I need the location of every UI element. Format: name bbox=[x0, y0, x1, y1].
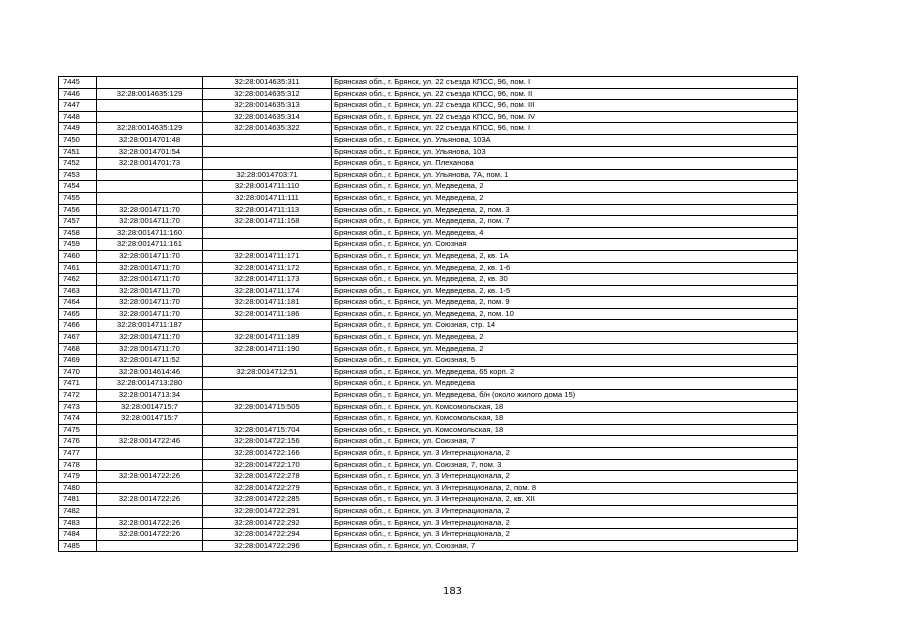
object-cadastral-number-cell: 32:28:0014722:294 bbox=[203, 529, 332, 541]
object-cadastral-number-cell: 32:28:0014711:174 bbox=[203, 285, 332, 297]
table-row bbox=[59, 413, 798, 425]
address-cell: Брянская обл., г. Брянск, ул. 3 Интернационала, 2 bbox=[332, 529, 798, 541]
object-cadastral-number-cell bbox=[203, 355, 332, 367]
land-cadastral-number-cell bbox=[97, 482, 203, 494]
object-cadastral-number-cell: 32:28:0014711:186 bbox=[203, 308, 332, 320]
object-cadastral-number-cell: 32:28:0014711:158 bbox=[203, 216, 332, 228]
address-cell: Брянская обл., г. Брянск, ул. 22 съезда КПСС, 96, пом. IV bbox=[332, 111, 798, 123]
address-cell: Брянская обл., г. Брянск, ул. Комсомольская, 18 bbox=[332, 401, 798, 413]
table-row bbox=[59, 204, 798, 216]
address-cell: Брянская обл., г. Брянск, ул. Медведева, 2, пом. 9 bbox=[332, 297, 798, 309]
land-cadastral-number-cell: 32:28:0014711:70 bbox=[97, 343, 203, 355]
row-number-cell: 7472 bbox=[59, 390, 97, 402]
table-row bbox=[59, 308, 798, 320]
row-number-cell: 7446 bbox=[59, 88, 97, 100]
address-cell: Брянская обл., г. Брянск, ул. Медведева, 2, кв. 1-6 bbox=[332, 262, 798, 274]
address-cell: Брянская обл., г. Брянск, ул. 3 Интернационала, 2 bbox=[332, 505, 798, 517]
object-cadastral-number-cell bbox=[203, 134, 332, 146]
land-cadastral-number-cell: 32:28:0014722:26 bbox=[97, 471, 203, 483]
address-cell: Брянская обл., г. Брянск, ул. Медведева, 2 bbox=[332, 332, 798, 344]
object-cadastral-number-cell bbox=[203, 378, 332, 390]
land-cadastral-number-cell: 32:28:0014711:70 bbox=[97, 250, 203, 262]
address-cell: Брянская обл., г. Брянск, ул. 22 съезда КПСС, 96, пом. I bbox=[332, 123, 798, 135]
object-cadastral-number-cell: 32:28:0014715:704 bbox=[203, 424, 332, 436]
row-number-cell: 7479 bbox=[59, 471, 97, 483]
row-number-cell: 7481 bbox=[59, 494, 97, 506]
land-cadastral-number-cell bbox=[97, 111, 203, 123]
land-cadastral-number-cell: 32:28:0014711:52 bbox=[97, 355, 203, 367]
table-row bbox=[59, 274, 798, 286]
land-cadastral-number-cell: 32:28:0014635:129 bbox=[97, 88, 203, 100]
table-row bbox=[59, 250, 798, 262]
row-number-cell: 7477 bbox=[59, 448, 97, 460]
object-cadastral-number-cell: 32:28:0014722:279 bbox=[203, 482, 332, 494]
row-number-cell: 7451 bbox=[59, 146, 97, 158]
land-cadastral-number-cell bbox=[97, 424, 203, 436]
land-cadastral-number-cell bbox=[97, 169, 203, 181]
row-number-cell: 7484 bbox=[59, 529, 97, 541]
row-number-cell: 7454 bbox=[59, 181, 97, 193]
object-cadastral-number-cell: 32:28:0014722:166 bbox=[203, 448, 332, 460]
row-number-cell: 7453 bbox=[59, 169, 97, 181]
page-number: 183 bbox=[442, 586, 463, 597]
address-cell: Брянская обл., г. Брянск, ул. Медведева, 2 bbox=[332, 192, 798, 204]
object-cadastral-number-cell: 32:28:0014722:278 bbox=[203, 471, 332, 483]
table-row bbox=[59, 343, 798, 355]
object-cadastral-number-cell: 32:28:0014703:71 bbox=[203, 169, 332, 181]
table-row bbox=[59, 390, 798, 402]
table-row bbox=[59, 146, 798, 158]
registry-table-body bbox=[59, 77, 798, 552]
table-row bbox=[59, 297, 798, 309]
address-cell: Брянская обл., г. Брянск, ул. 3 Интернационала, 2, кв. XII bbox=[332, 494, 798, 506]
object-cadastral-number-cell: 32:28:0014711:110 bbox=[203, 181, 332, 193]
row-number-cell: 7485 bbox=[59, 540, 97, 552]
address-cell: Брянская обл., г. Брянск, ул. 3 Интернационала, 2 bbox=[332, 448, 798, 460]
row-number-cell: 7448 bbox=[59, 111, 97, 123]
address-cell: Брянская обл., г. Брянск, ул. Медведева, 4 bbox=[332, 227, 798, 239]
object-cadastral-number-cell bbox=[203, 390, 332, 402]
table-row bbox=[59, 355, 798, 367]
table-row bbox=[59, 332, 798, 344]
table-row bbox=[59, 262, 798, 274]
table-row bbox=[59, 192, 798, 204]
land-cadastral-number-cell: 32:28:0014711:70 bbox=[97, 204, 203, 216]
object-cadastral-number-cell: 32:28:0014635:311 bbox=[203, 77, 332, 89]
address-cell: Брянская обл., г. Брянск, ул. 3 Интернационала, 2 bbox=[332, 517, 798, 529]
address-cell: Брянская обл., г. Брянск, ул. 22 съезда КПСС, 96, пом. II bbox=[332, 88, 798, 100]
row-number-cell: 7465 bbox=[59, 308, 97, 320]
address-cell: Брянская обл., г. Брянск, ул. Медведева, 2, кв. 1А bbox=[332, 250, 798, 262]
row-number-cell: 7467 bbox=[59, 332, 97, 344]
address-cell: Брянская обл., г. Брянск, ул. Медведева, 2, кв. 1-5 bbox=[332, 285, 798, 297]
address-cell: Брянская обл., г. Брянск, ул. Комсомольская, 18 bbox=[332, 424, 798, 436]
table-row bbox=[59, 529, 798, 541]
land-cadastral-number-cell bbox=[97, 459, 203, 471]
land-cadastral-number-cell: 32:28:0014711:70 bbox=[97, 308, 203, 320]
object-cadastral-number-cell: 32:28:0014722:292 bbox=[203, 517, 332, 529]
address-cell: Брянская обл., г. Брянск, ул. Ульянова, 7А, пом. 1 bbox=[332, 169, 798, 181]
land-cadastral-number-cell bbox=[97, 192, 203, 204]
object-cadastral-number-cell: 32:28:0014711:111 bbox=[203, 192, 332, 204]
table-row bbox=[59, 88, 798, 100]
row-number-cell: 7445 bbox=[59, 77, 97, 89]
row-number-cell: 7468 bbox=[59, 343, 97, 355]
land-cadastral-number-cell: 32:28:0014722:26 bbox=[97, 494, 203, 506]
address-cell: Брянская обл., г. Брянск, ул. Союзная, 7, пом. 3 bbox=[332, 459, 798, 471]
table-row bbox=[59, 448, 798, 460]
table-row bbox=[59, 540, 798, 552]
land-cadastral-number-cell: 32:28:0014614:46 bbox=[97, 366, 203, 378]
object-cadastral-number-cell: 32:28:0014635:322 bbox=[203, 123, 332, 135]
object-cadastral-number-cell: 32:28:0014722:291 bbox=[203, 505, 332, 517]
address-cell: Брянская обл., г. Брянск, ул. Медведева, 2, пом. 10 bbox=[332, 308, 798, 320]
object-cadastral-number-cell: 32:28:0014711:181 bbox=[203, 297, 332, 309]
table-row bbox=[59, 227, 798, 239]
address-cell: Брянская обл., г. Брянск, ул. 22 съезда КПСС, 96, пом. I bbox=[332, 77, 798, 89]
object-cadastral-number-cell: 32:28:0014711:171 bbox=[203, 250, 332, 262]
table-row bbox=[59, 239, 798, 251]
land-cadastral-number-cell: 32:28:0014711:70 bbox=[97, 332, 203, 344]
object-cadastral-number-cell: 32:28:0014635:313 bbox=[203, 100, 332, 112]
object-cadastral-number-cell: 32:28:0014711:190 bbox=[203, 343, 332, 355]
object-cadastral-number-cell: 32:28:0014715:505 bbox=[203, 401, 332, 413]
table-row bbox=[59, 378, 798, 390]
object-cadastral-number-cell bbox=[203, 227, 332, 239]
object-cadastral-number-cell: 32:28:0014635:314 bbox=[203, 111, 332, 123]
row-number-cell: 7471 bbox=[59, 378, 97, 390]
row-number-cell: 7462 bbox=[59, 274, 97, 286]
table-row bbox=[59, 424, 798, 436]
land-cadastral-number-cell: 32:28:0014711:161 bbox=[97, 239, 203, 251]
row-number-cell: 7470 bbox=[59, 366, 97, 378]
object-cadastral-number-cell bbox=[203, 158, 332, 170]
address-cell: Брянская обл., г. Брянск, ул. Медведева, 65 корп. 2 bbox=[332, 366, 798, 378]
table-row bbox=[59, 436, 798, 448]
object-cadastral-number-cell: 32:28:0014722:296 bbox=[203, 540, 332, 552]
land-cadastral-number-cell: 32:28:0014715:7 bbox=[97, 401, 203, 413]
land-cadastral-number-cell: 32:28:0014713:34 bbox=[97, 390, 203, 402]
land-cadastral-number-cell bbox=[97, 77, 203, 89]
table-row bbox=[59, 123, 798, 135]
row-number-cell: 7469 bbox=[59, 355, 97, 367]
land-cadastral-number-cell: 32:28:0014711:70 bbox=[97, 216, 203, 228]
address-cell: Брянская обл., г. Брянск, ул. Медведева, 2 bbox=[332, 181, 798, 193]
object-cadastral-number-cell: 32:28:0014712:51 bbox=[203, 366, 332, 378]
object-cadastral-number-cell: 32:28:0014711:113 bbox=[203, 204, 332, 216]
land-cadastral-number-cell: 32:28:0014701:54 bbox=[97, 146, 203, 158]
land-cadastral-number-cell: 32:28:0014722:26 bbox=[97, 517, 203, 529]
object-cadastral-number-cell: 32:28:0014722:285 bbox=[203, 494, 332, 506]
row-number-cell: 7480 bbox=[59, 482, 97, 494]
row-number-cell: 7450 bbox=[59, 134, 97, 146]
table-row bbox=[59, 100, 798, 112]
row-number-cell: 7475 bbox=[59, 424, 97, 436]
table-row bbox=[59, 181, 798, 193]
object-cadastral-number-cell: 32:28:0014635:312 bbox=[203, 88, 332, 100]
row-number-cell: 7476 bbox=[59, 436, 97, 448]
address-cell: Брянская обл., г. Брянск, ул. Союзная, 5 bbox=[332, 355, 798, 367]
table-row bbox=[59, 366, 798, 378]
table-row bbox=[59, 134, 798, 146]
land-cadastral-number-cell: 32:28:0014711:160 bbox=[97, 227, 203, 239]
address-cell: Брянская обл., г. Брянск, ул. 3 Интернационала, 2, пом. 8 bbox=[332, 482, 798, 494]
land-cadastral-number-cell: 32:28:0014711:187 bbox=[97, 320, 203, 332]
row-number-cell: 7463 bbox=[59, 285, 97, 297]
address-cell: Брянская обл., г. Брянск, ул. Ульянова, 103 bbox=[332, 146, 798, 158]
table-row bbox=[59, 285, 798, 297]
row-number-cell: 7449 bbox=[59, 123, 97, 135]
land-cadastral-number-cell: 32:28:0014701:73 bbox=[97, 158, 203, 170]
address-cell: Брянская обл., г. Брянск, ул. 22 съезда КПСС, 96, пом. III bbox=[332, 100, 798, 112]
land-cadastral-number-cell: 32:28:0014711:70 bbox=[97, 297, 203, 309]
row-number-cell: 7447 bbox=[59, 100, 97, 112]
land-cadastral-number-cell: 32:28:0014722:26 bbox=[97, 529, 203, 541]
object-cadastral-number-cell: 32:28:0014711:173 bbox=[203, 274, 332, 286]
address-cell: Брянская обл., г. Брянск, ул. Союзная, 7 bbox=[332, 540, 798, 552]
row-number-cell: 7456 bbox=[59, 204, 97, 216]
table-row bbox=[59, 158, 798, 170]
address-cell: Брянская обл., г. Брянск, ул. Медведева, 2, пом. 7 bbox=[332, 216, 798, 228]
row-number-cell: 7466 bbox=[59, 320, 97, 332]
table-row bbox=[59, 517, 798, 529]
table-row bbox=[59, 494, 798, 506]
object-cadastral-number-cell bbox=[203, 413, 332, 425]
table-row bbox=[59, 401, 798, 413]
land-cadastral-number-cell bbox=[97, 100, 203, 112]
address-cell: Брянская обл., г. Брянск, ул. Медведева, 2, пом. 3 bbox=[332, 204, 798, 216]
address-cell: Брянская обл., г. Брянск, ул. Медведева bbox=[332, 378, 798, 390]
table-row bbox=[59, 111, 798, 123]
land-cadastral-number-cell bbox=[97, 448, 203, 460]
table-row bbox=[59, 459, 798, 471]
land-cadastral-number-cell bbox=[97, 505, 203, 517]
land-cadastral-number-cell: 32:28:0014711:70 bbox=[97, 262, 203, 274]
row-number-cell: 7459 bbox=[59, 239, 97, 251]
row-number-cell: 7473 bbox=[59, 401, 97, 413]
registry-table bbox=[58, 76, 798, 552]
object-cadastral-number-cell bbox=[203, 239, 332, 251]
land-cadastral-number-cell: 32:28:0014722:46 bbox=[97, 436, 203, 448]
land-cadastral-number-cell: 32:28:0014713:280 bbox=[97, 378, 203, 390]
address-cell: Брянская обл., г. Брянск, ул. 3 Интернационала, 2 bbox=[332, 471, 798, 483]
object-cadastral-number-cell: 32:28:0014722:156 bbox=[203, 436, 332, 448]
row-number-cell: 7460 bbox=[59, 250, 97, 262]
address-cell: Брянская обл., г. Брянск, ул. Союзная bbox=[332, 239, 798, 251]
row-number-cell: 7458 bbox=[59, 227, 97, 239]
table-row bbox=[59, 320, 798, 332]
address-cell: Брянская обл., г. Брянск, ул. Медведева, 2 bbox=[332, 343, 798, 355]
object-cadastral-number-cell bbox=[203, 320, 332, 332]
address-cell: Брянская обл., г. Брянск, ул. Медведева, 2, кв. 30 bbox=[332, 274, 798, 286]
row-number-cell: 7474 bbox=[59, 413, 97, 425]
row-number-cell: 7457 bbox=[59, 216, 97, 228]
row-number-cell: 7461 bbox=[59, 262, 97, 274]
table-row bbox=[59, 505, 798, 517]
land-cadastral-number-cell: 32:28:0014711:70 bbox=[97, 274, 203, 286]
address-cell: Брянская обл., г. Брянск, ул. Медведева, б/н (около жилого дома 15) bbox=[332, 390, 798, 402]
object-cadastral-number-cell: 32:28:0014711:189 bbox=[203, 332, 332, 344]
object-cadastral-number-cell bbox=[203, 146, 332, 158]
object-cadastral-number-cell: 32:28:0014722:170 bbox=[203, 459, 332, 471]
row-number-cell: 7483 bbox=[59, 517, 97, 529]
address-cell: Брянская обл., г. Брянск, ул. Плеханова bbox=[332, 158, 798, 170]
table-row bbox=[59, 471, 798, 483]
address-cell: Брянская обл., г. Брянск, ул. Ульянова, 103А bbox=[332, 134, 798, 146]
row-number-cell: 7464 bbox=[59, 297, 97, 309]
land-cadastral-number-cell: 32:28:0014635:129 bbox=[97, 123, 203, 135]
row-number-cell: 7455 bbox=[59, 192, 97, 204]
land-cadastral-number-cell: 32:28:0014715:7 bbox=[97, 413, 203, 425]
row-number-cell: 7482 bbox=[59, 505, 97, 517]
object-cadastral-number-cell: 32:28:0014711:172 bbox=[203, 262, 332, 274]
land-cadastral-number-cell: 32:28:0014711:70 bbox=[97, 285, 203, 297]
table-row bbox=[59, 216, 798, 228]
table-row bbox=[59, 482, 798, 494]
table-row bbox=[59, 169, 798, 181]
address-cell: Брянская обл., г. Брянск, ул. Союзная, стр. 14 bbox=[332, 320, 798, 332]
land-cadastral-number-cell bbox=[97, 181, 203, 193]
land-cadastral-number-cell bbox=[97, 540, 203, 552]
address-cell: Брянская обл., г. Брянск, ул. Комсомольская, 18 bbox=[332, 413, 798, 425]
row-number-cell: 7452 bbox=[59, 158, 97, 170]
table-row bbox=[59, 77, 798, 89]
row-number-cell: 7478 bbox=[59, 459, 97, 471]
address-cell: Брянская обл., г. Брянск, ул. Союзная, 7 bbox=[332, 436, 798, 448]
land-cadastral-number-cell: 32:28:0014701:48 bbox=[97, 134, 203, 146]
